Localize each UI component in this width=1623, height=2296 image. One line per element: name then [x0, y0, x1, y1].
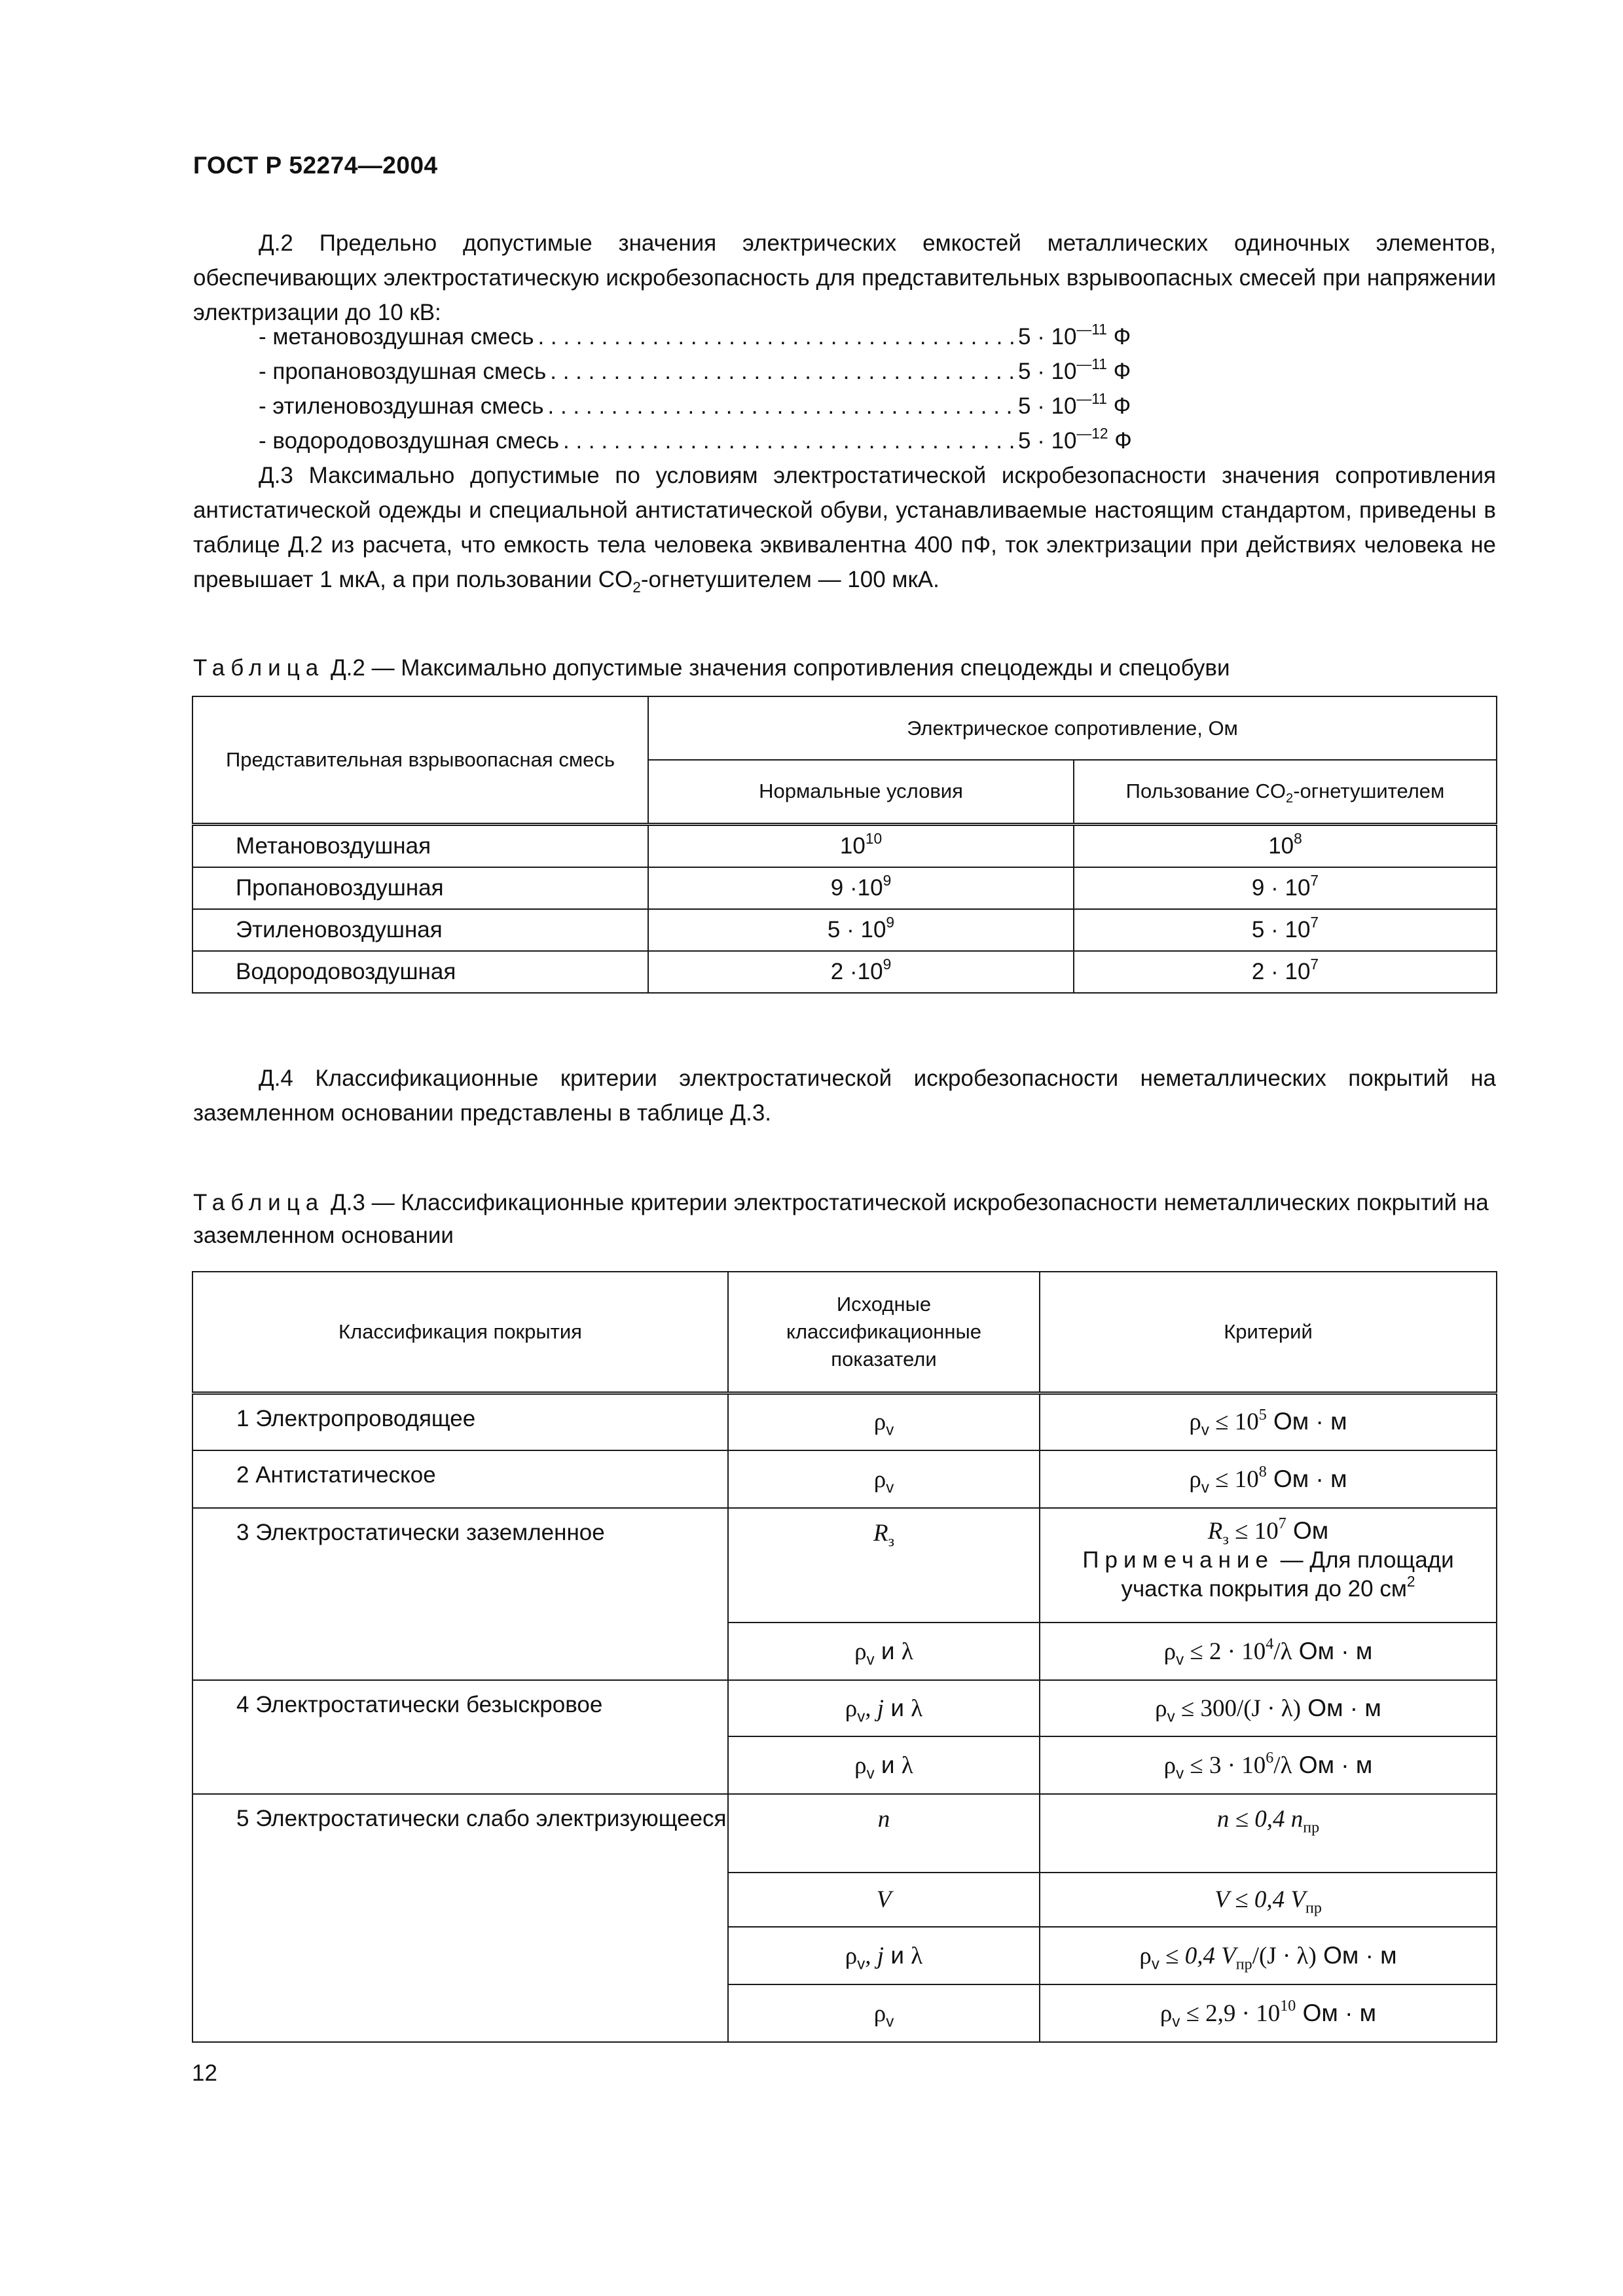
capacitance-item-hydrogen: - водородовоздушная смесь . . . $5 \cdot 10^{—12}$ Ф [259, 423, 1175, 458]
table-row: 5 Электростатически слабо электризующееся n n ≤ 0,4 $n_{пр}$ [192, 1794, 1497, 1873]
table-row: 3 Электростатически заземленное $R_з$ $R_з \le 10^7$ Ом Примечание — Для площади участка покрытия до 20 $см^2$ [192, 1508, 1497, 1623]
page-number: 12 [192, 2060, 217, 2086]
capacitance-item-propane: - пропановоздушная смесь . . . $5 \cdot 10^{—11}$ Ф [259, 354, 1175, 389]
header-normal-conditions: Нормальные условия [648, 760, 1074, 824]
table-row: $\rho_v$ и λ $\rho_v \le 2 \cdot 10^4/\lambda$ Ом · м [192, 1623, 1497, 1680]
table-row: Этиленовоздушная $5 \cdot 10^9$ $5 \cdot 10^7$ [192, 909, 1497, 951]
table-row: 2 Антистатическое $\rho_v$ $\rho_v \le 10^8$ Ом · м [192, 1450, 1497, 1508]
d3-paragraph: Д.3 Максимально допустимые по условиям электростатической искробезопасности значения сопротивления антистатической одежды и специальной антистатической обуви, устанавливаемые настоящим стандартом, приведены в таблице Д.2 из расчета, что емкость тела человека эквивалентна 400 пФ, ток электризации при действиях человека не превышает 1 мкА, а при пользовании $CO_2$-огнетушителем — 100 мкА. [193, 463, 1496, 596]
d4-paragraph: Д.4 Классификационные критерии электростатической искробезопасности неметаллических покрытий на заземленном основании представлены в таблице Д.3. [193, 1066, 1496, 1126]
header-classification: Классификация покрытия [192, 1272, 728, 1393]
capacitance-item-ethylene: - этиленовоздушная смесь . . . $5 \cdot 10^{—11}$ Ф [259, 389, 1175, 423]
table-row: Пропановоздушная $9 \cdot 10^9$ $9 \cdot 10^7$ [192, 867, 1497, 909]
d2-intro-text: Д.2 Предельно допустимые значения электрических емкостей металлических одиночных элементов, обеспечивающих электростатическую искробезопасность для представительных взрывоопасных смесей при напряжении электризации до 10 кВ: [193, 230, 1496, 325]
header-mixture: Представительная взрывоопасная смесь [192, 696, 648, 824]
table-row: $\rho_v$ и λ $\rho_v \le 3 \cdot 10^6/\lambda$ Ом · м [192, 1736, 1497, 1794]
table-row: 1 Электропроводящее $\rho_v$ $\rho_v \le 10^5$ Ом · м [192, 1393, 1497, 1450]
table-d3 [192, 1271, 1497, 2043]
table-row: Водородовоздушная $2 \cdot 10^9$ $2 \cdot 10^7$ [192, 951, 1497, 993]
header-criterion: Критерий [1040, 1272, 1497, 1393]
table-row: $\rho_v$, j и λ $\rho_v \le 0,4$ $V_{пр}/(J \cdot \lambda)$ Ом · м [192, 1927, 1497, 1984]
document-code: ГОСТ Р 52274—2004 [193, 152, 438, 179]
note: Примечание — Для площади участка покрытия до 20 $см^2$ [1082, 1547, 1454, 1602]
table-row: $\rho_v$ $\rho_v \le 2,9 \cdot 10^{10}$ Ом · м [192, 1984, 1497, 2042]
table-row: V V ≤ 0,4 $V_{пр}$ [192, 1873, 1497, 1927]
d2-intro-paragraph [193, 226, 1496, 330]
capacitance-item-methane: - метановоздушная смесь . . . $5 \cdot 10^{—11}$ Ф [259, 319, 1175, 354]
table-row: 4 Электростатически безыскровое $\rho_v$, j и λ $\rho_v \le 300/(J \cdot \lambda)$ Ом · м [192, 1680, 1497, 1736]
table-row: Метановоздушная $10^{10}$ $10^8$ [192, 824, 1497, 867]
header-co2-use: Пользование $CO_2$-огнетушителем [1074, 760, 1497, 824]
table-d2-caption: Таблица Д.2 — Максимально допустимые значения сопротивления спецодежды и спецобуви [193, 655, 1230, 681]
header-resistance: Электрическое сопротивление, Ом [648, 696, 1497, 760]
table-d2 [192, 696, 1497, 994]
table-d3-caption: Таблица Д.3 — Классификационные критерии электростатической искробезопасности неметаллических покрытий на заземленном основании [193, 1190, 1489, 1248]
header-indicators: Исходные классификационные показатели [728, 1272, 1040, 1393]
